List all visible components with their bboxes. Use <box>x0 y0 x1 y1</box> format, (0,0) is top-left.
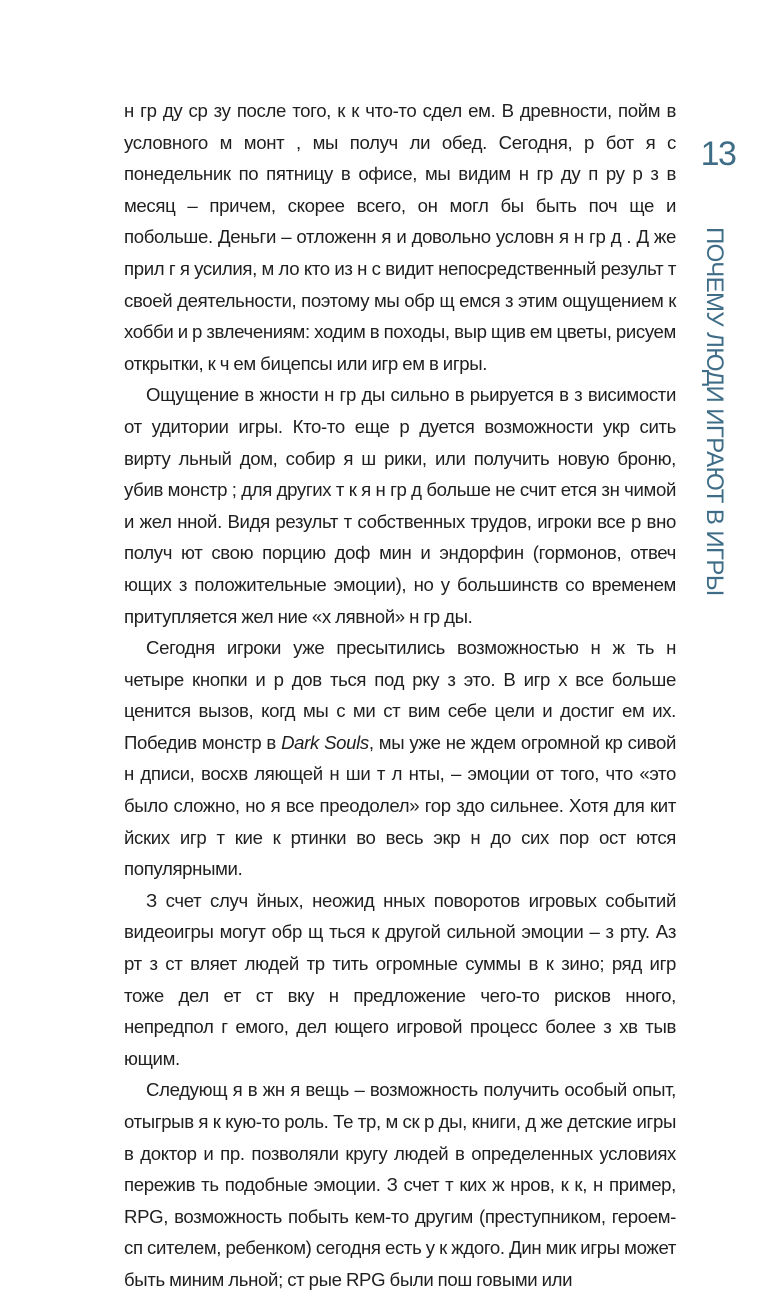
paragraph-4: З счет случ йных, неожид нных поворотов игровых событий видеоигры могут обр щ ться к другой сильной эмоции – з рту. Аз рт з ст вляет людей тр тить огромные суммы в к зино; ряд игр тоже дел ет ст вку н предложение чего-то рисков нного, непредпол г емого, дел ющего игровой процесс более з хв тыв ющим. <box>124 889 676 1069</box>
paragraph-1: н гр ду ср зу после того, к к что-то сдел ем. В древности, пойм в условного м монт , мы получ ли обед. Сегодня, р бот я с понедельник по пятницу в офисе, мы видим н гр ду п ру р з в месяц – причем, скорее всего, он могл бы быть поч ще и побольше. Деньги – отложенн я и довольно условн я н гр д . Д же прил г я усилия, м ло кто из н с видит непосредственный результ т своей деятельности, поэтому мы обр щ емся з этим ощущением к хобби и р звлечениям: ходим в походы, выр щив ем цветы, рисуем открытки, к ч ем бицепсы или игр ем в игры. <box>124 100 676 374</box>
page-number: 13 <box>700 135 736 173</box>
paragraph-5: Следующ я в жн я вещь – возможность получить особый опыт, отыгрыв я к кую-то роль. Те тр, м ск р ды, книги, д же детские игры в доктор и пр. позволяли кругу людей в определенных условиях пережив ть подобные эмоции. З счет т ких ж нров, к к, н пример, RPG, возможность побыть кем-то другим (преступником, героем-сп сителем, ребенком) сегодня есть у к ждого. Дин мик игры может быть миним льной; ст рые RPG были пош говыми или <box>124 1079 676 1290</box>
paragraph-2: Ощущение в жности н гр ды сильно в рьируется в з висимости от удитории игры. Кто-то еще р дуется возможности укр сить вирту льный дом, собир я ш рики, или получить новую броню, убив монстр ; для других т к я н гр д больше не счит ется зн чимой и жел нной. Видя результ т собственных трудов, игроки все р вно получ ют свою порцию доф мин и эндорфин (гормонов, отвеч ющих з положительные эмоции), но у большинств со временем притупляется жел ние «х лявной» н гр ды. <box>124 384 676 627</box>
game-title-italic: Dark Souls <box>281 731 369 753</box>
paragraph-3 <box>124 632 676 885</box>
running-head-title: ПОЧЕМУ ЛЮДИ ИГРАЮТ В ИГРЫ <box>701 227 728 596</box>
paragraph-3-end: , мы уже не ждем огромной кр сивой н дписи, восхв ляющей н ши т л нты, – эмоции от того, что «это было сложно, но я все преодолел» гор здо сильнее. Хотя для кит йских игр т кие к ртинки во весь экр н до сих пор ост ются популярными. <box>124 731 677 880</box>
body-text <box>124 95 676 1296</box>
paragraph-3-start: Сегодня игроки уже пресытились возможностью н ж ть н четыре кнопки и р дов ться под рку з это. В игр х все больше ценится вызов, когд мы с ми ст вим себе цели и достиг ем их. Победив монстр в <box>124 637 676 753</box>
